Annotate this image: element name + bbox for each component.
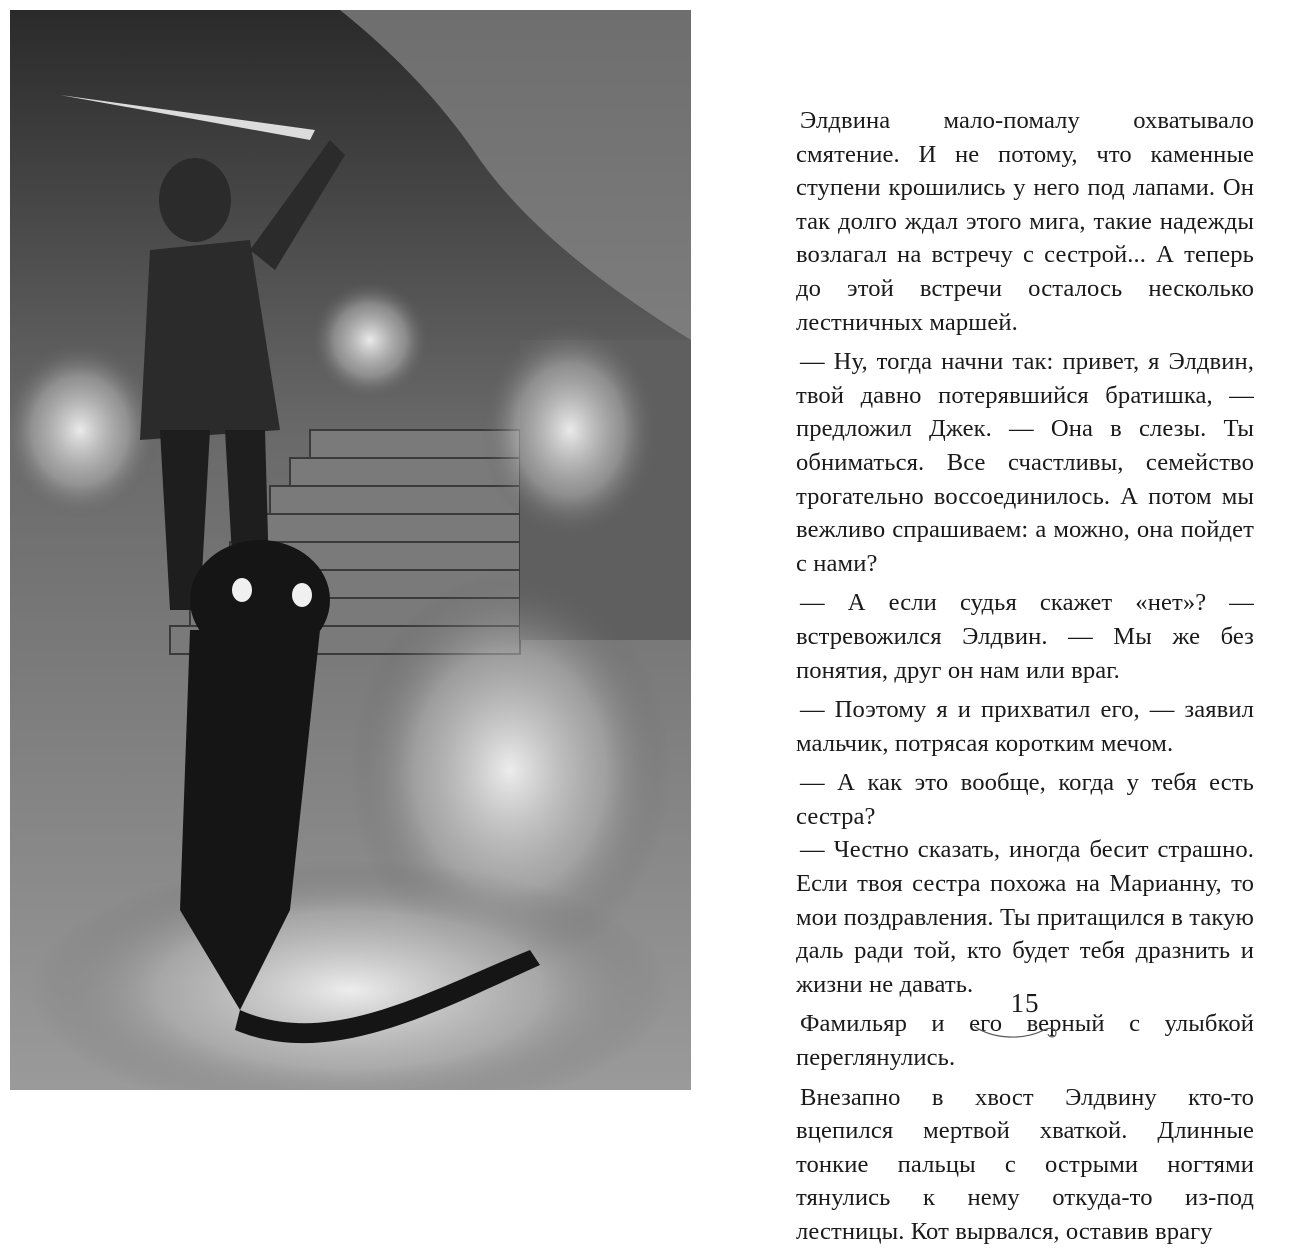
text-column [796,104,1254,1249]
illustration [10,10,691,1090]
paragraph: — А если судья скажет «нет»? — встревожился Элдвин. — Мы же без понятия, друг он нам или враг. [796,589,1254,684]
paragraph: Внезапно в хвост Элдвину кто-то вцепился мертвой хваткой. Длинные тонкие пальцы с острыми ногтями тянулись к нему откуда-то из-под лестницы. Кот вырвался, оставив врагу [796,1083,1254,1245]
paragraph: — Поэтому я и прихватил его, — заявил мальчик, потрясая коротким мечом. [796,696,1254,757]
paragraph: — Честно сказать, иногда бесит страшно. Если твоя сестра похожа на Марианну, то мои поздравления. Ты притащился в такую даль ради той, кто будет тебя дразнить и жизни не давать. [796,836,1254,998]
paragraph: — А как это вообще, когда у тебя есть сестра? [796,769,1254,830]
illustration-art [10,10,691,1090]
paragraph: Фамильяр и его верный с улыбкой переглянулись. [796,1010,1254,1072]
paragraph: Элдвина мало-помалу охватывало смятение. И не потому, что каменные ступени крошились у него под лапами. Он так долго ждал этого мига, такие надежды возлагал на встречу с сестрой... А теперь до этой встречи осталось несколько лестничных маршей. [796,107,1254,336]
paragraph: — Ну, тогда начни так: привет, я Элдвин, твой давно потерявшийся братишка, — предложил Джек. — Она в слезы. Ты обниматься. Все счастливы, семейство трогательно воссоединилось. А потом мы вежливо спрашиваем: а можно, она пойдет с нами? [796,348,1254,577]
page-number: 15 [1010,988,1040,1018]
flourish-ornament [964,1018,1064,1046]
